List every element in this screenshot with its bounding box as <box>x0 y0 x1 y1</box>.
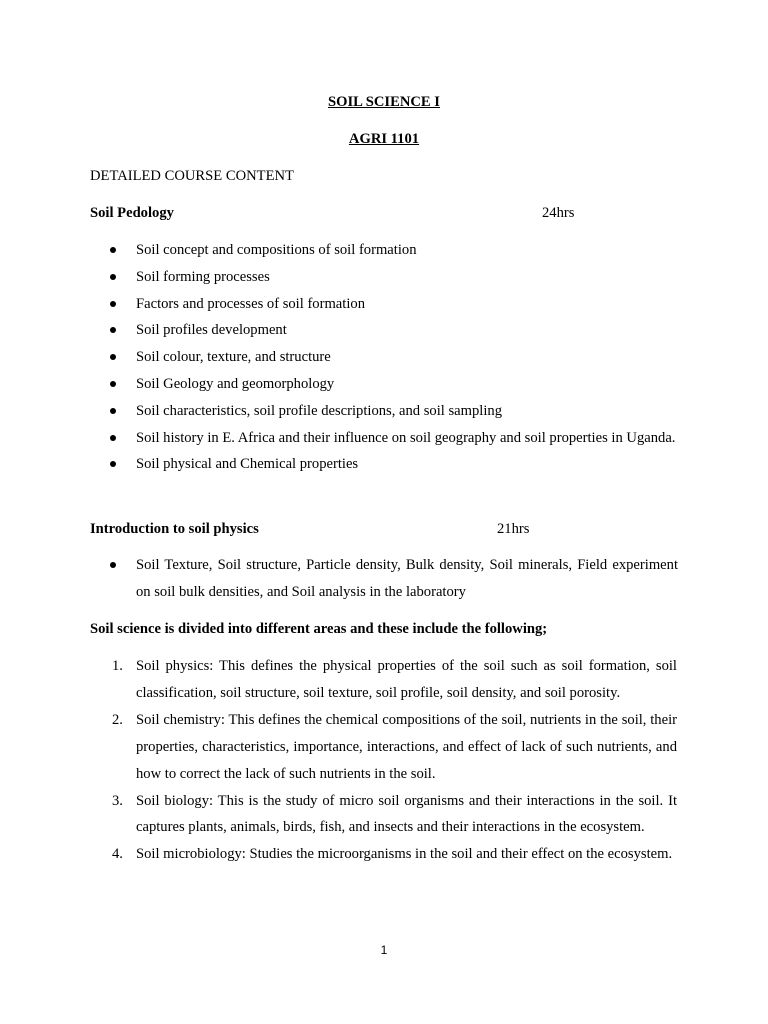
list-item: Soil physical and Chemical properties <box>0 451 678 478</box>
pedology-list <box>0 237 768 478</box>
bullet-icon <box>110 461 116 467</box>
list-item: 3. Soil biology: This is the study of micro soil organisms and their interactions in the soil. It captures plants, animals, birds, fish, and insects and their interactions in the ecosystem. <box>112 792 677 836</box>
list-item: Soil history in E. Africa and their influence on soil geography and soil properties in Uganda. <box>0 425 678 452</box>
document-title: SOIL SCIENCE I <box>328 94 440 110</box>
section-hours-soil-physics: 21hrs <box>497 521 530 537</box>
areas-list <box>0 653 768 868</box>
bullet-icon <box>110 274 116 280</box>
soil-physics-list <box>0 552 768 606</box>
bullet-icon <box>110 408 116 414</box>
list-item: Soil Texture, Soil structure, Particle density, Bulk density, Soil minerals, Field experiment on soil bulk densities, and Soil analysis in the laboratory <box>0 552 678 606</box>
list-item: Soil characteristics, soil profile descriptions, and soil sampling <box>0 398 678 425</box>
bullet-icon <box>110 562 116 568</box>
course-content-heading: DETAILED COURSE CONTENT <box>90 168 294 184</box>
list-item: 1. Soil physics: This defines the physical properties of the soil such as soil formation, soil classification, soil structure, soil texture, soil profile, soil density, and soil porosity. <box>112 658 677 701</box>
list-item: Soil concept and compositions of soil formation <box>0 237 678 264</box>
list-item: Soil forming processes <box>0 264 678 291</box>
section-heading-pedology: Soil Pedology <box>90 205 174 221</box>
page-number: 1 <box>380 943 388 957</box>
section-hours-pedology: 24hrs <box>542 205 575 221</box>
bullet-icon <box>110 435 116 441</box>
list-item: Soil colour, texture, and structure <box>0 344 678 371</box>
list-item: Soil profiles development <box>0 317 678 344</box>
bullet-icon <box>110 247 116 253</box>
section-heading-areas: Soil science is divided into different areas and these include the following; <box>90 621 548 637</box>
bullet-icon <box>110 354 116 360</box>
course-code: AGRI 1101 <box>348 131 420 147</box>
section-heading-soil-physics: Introduction to soil physics <box>90 521 259 537</box>
bullet-icon <box>110 381 116 387</box>
list-item: 4. Soil microbiology: Studies the microorganisms in the soil and their effect on the ecosystem. <box>112 846 673 863</box>
bullet-icon <box>110 301 116 307</box>
list-item: Soil Geology and geomorphology <box>0 371 678 398</box>
bullet-icon <box>110 327 116 333</box>
list-item: Factors and processes of soil formation <box>0 291 678 318</box>
list-item: 2. Soil chemistry: This defines the chemical compositions of the soil, nutrients in the soil, their properties, characteristics, importance, interactions, and effect of lack of such nutrients, and how to correct the lack of such nutrients in the soil. <box>112 711 677 782</box>
